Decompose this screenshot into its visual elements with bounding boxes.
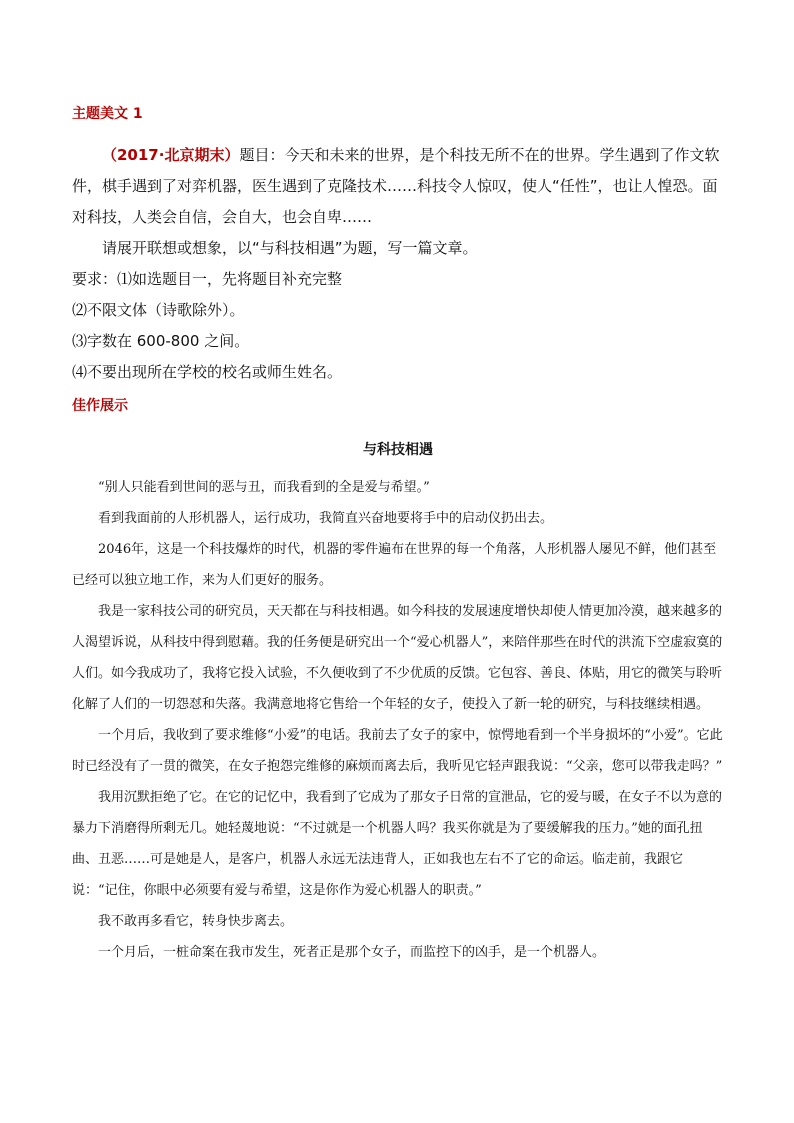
essay-paragraph: 我是一家科技公司的研究员，天天都在与科技相遇。如今科技的发展速度增快却使人情更加冷漠，越来越多的人渴望诉说，从科技中得到慰藉。我的任务便是研究出一个“爱心机器人”，来陪伴那些在时代的洪流下空虚寂寞的人们。如今我成功了，我将它投入试验，不久便收到了不少优质的反馈。它包容、善良、体贴，用它的微笑与聆听化解了人们的一切怨怼和失落。我满意地将它售给一个年轻的女子，使投入了新一轮的研究，与科技继续相遇。 <box>72 604 723 712</box>
document-content <box>72 104 724 968</box>
essay-paragraph: 我不敢再多看它，转身快步离去。 <box>98 914 294 929</box>
essay-paragraph: “别人只能看到世间的恶与丑，而我看到的全是爱与希望。” <box>98 480 430 495</box>
essay-paragraph: 一个月后，一桩命案在我市发生，死者正是那个女子，而监控下的凶手，是一个机器人。 <box>98 945 606 960</box>
section-title-showcase: 佳作展示 <box>72 398 128 414</box>
essay-body <box>72 472 724 968</box>
essay-title: 与科技相遇 <box>363 442 433 458</box>
writing-prompt <box>72 140 724 388</box>
essay-paragraph: 我用沉默拒绝了它。在它的记忆中，我看到了它成为了那女子日常的宣泄品，它的爱与暖，在女子不以为意的暴力下消磨得所剩无几。她轻蔑地说：“不过就是一个机器人吗？我买你就是为了要缓解我的压力。”她的面孔扭曲、丑恶……可是她是人，是客户，机器人永远无法违背人，正如我也左右不了它的命运。临走前，我跟它说：“记住，你眼中必须要有爱与希望，这是你作为爱心机器人的职责。” <box>72 790 723 898</box>
requirement-line: ⑶字数在 600-800 之间。 <box>72 332 250 350</box>
prompt-paragraph <box>72 140 724 233</box>
prompt-source: （2017·北京期末） <box>102 146 240 164</box>
prompt-text: 题目：今天和未来的世界，是个科技无所不在的世界。学生遇到了作文软件，棋手遇到了对弈机器，医生遇到了克隆技术……科技令人惊叹，使人“任性”，也让人惶恐。面对科技，人类会自信，会自大，也会自卑…… <box>72 146 720 226</box>
requirement-line: ⑵不限文体（诗歌除外）。 <box>72 301 245 319</box>
essay-paragraph: 2046年，这是一个科技爆炸的时代，机器的零件遍布在世界的每一个角落，人形机器人屡见不鲜，他们甚至已经可以独立地工作，来为人们更好的服务。 <box>72 542 717 588</box>
prompt-instruction: 请展开联想或想象，以“与科技相遇”为题，写一篇文章。 <box>102 239 478 257</box>
requirement-line: ⑷不要出现所在学校的校名或师生姓名。 <box>72 363 343 381</box>
essay-paragraph: 一个月后，我收到了要求维修“小爱”的电话。我前去了女子的家中，惊愕地看到一个半身损坏的“小爱”。它此时已经没有了一贯的微笑，在女子抱怨完维修的麻烦而离去后，我听见它轻声跟我说：“父亲，您可以带我走吗？” <box>72 728 723 774</box>
section-title-theme-essay: 主题美文 1 <box>72 106 143 122</box>
requirement-line: 要求：⑴如选题目一，先将题目补充完整 <box>72 270 343 288</box>
essay-paragraph: 看到我面前的人形机器人，运行成功，我简直兴奋地要将手中的启动仪扔出去。 <box>98 511 554 526</box>
